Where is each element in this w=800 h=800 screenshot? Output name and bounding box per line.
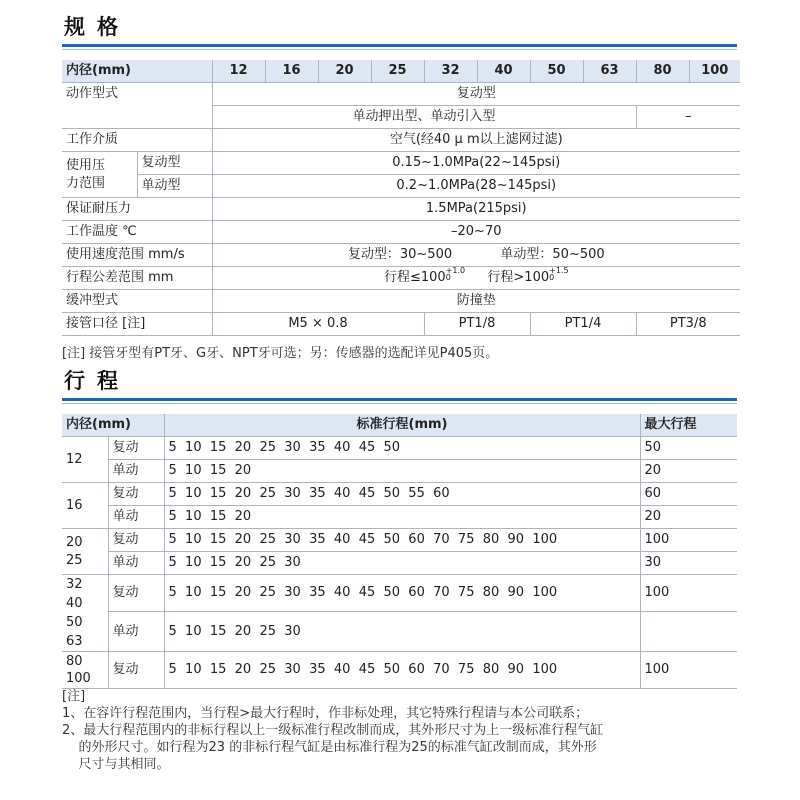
table-row <box>62 652 737 689</box>
pressure-single-value: 0.2~1.0MPa(28~145psi) <box>212 175 740 198</box>
type-cell: 单动 <box>108 612 164 652</box>
max-cell: 100 <box>640 529 737 552</box>
strokes-cell: 5 10 15 20 25 30 35 40 45 50 60 70 75 80 90 100 <box>164 529 640 552</box>
max-cell: 60 <box>640 483 737 506</box>
spec-header-bore-label: 内径(mm) <box>62 60 212 83</box>
cushion-row <box>62 290 740 313</box>
stroke-section <box>62 366 737 404</box>
spec-table-wrap <box>62 60 737 336</box>
type-cell: 单动 <box>108 552 164 575</box>
action-row-1 <box>62 83 740 106</box>
bore-cell: 12 <box>62 437 108 483</box>
tolerance-row <box>62 267 740 290</box>
proof-value: 1.5MPa(215psi) <box>212 198 740 221</box>
action-double: 复动型 <box>212 83 740 106</box>
stroke-note-line: 2、最大行程范围内的非标行程以上一级标准行程改制而成，其外形尺寸为上一级标准行程气缸 <box>62 723 604 738</box>
bore-col: 40 <box>477 60 530 83</box>
stroke-header-standard: 标准行程(mm) <box>164 414 640 437</box>
bore-col: 32 <box>424 60 477 83</box>
strokes-cell: 5 10 15 20 <box>164 506 640 529</box>
port-value: PT1/4 <box>530 313 636 336</box>
strokes-cell: 5 10 15 20 25 30 <box>164 552 640 575</box>
bore-col: 20 <box>318 60 371 83</box>
medium-label: 工作介质 <box>62 129 212 152</box>
bore-cell: 20 25 <box>62 529 108 575</box>
stroke-note-line: 尺寸与其相同。 <box>62 757 170 772</box>
pressure-label-line2: 力范围 <box>66 175 106 191</box>
pressure-double-value: 0.15~1.0MPa(22~145psi) <box>212 152 740 175</box>
table-row <box>62 612 737 652</box>
strokes-cell: 5 10 15 20 25 30 35 40 45 50 60 70 75 80 90 100 <box>164 575 640 612</box>
type-cell: 复动 <box>108 652 164 689</box>
port-label: 接管口径 [注] <box>62 313 212 336</box>
medium-row <box>62 129 740 152</box>
max-cell: 100 <box>640 652 737 689</box>
stroke-title-rule <box>62 398 737 401</box>
cushion-label: 缓冲型式 <box>62 290 212 313</box>
type-cell: 复动 <box>108 483 164 506</box>
temp-row <box>62 221 740 244</box>
stroke-notes <box>62 688 603 773</box>
strokes-cell: 5 10 15 20 25 30 35 40 45 50 55 60 <box>164 483 640 506</box>
type-cell: 复动 <box>108 529 164 552</box>
strokes-cell: 5 10 15 20 25 30 <box>164 612 640 652</box>
bore-col: 25 <box>371 60 424 83</box>
stroke-title-rule-thin <box>62 403 737 404</box>
temp-value: –20~70 <box>212 221 740 244</box>
bore-col: 16 <box>265 60 318 83</box>
spec-table <box>62 60 740 336</box>
tolerance-b: 行程$>100^{+1.5 0}$ <box>487 266 569 285</box>
stroke-table-wrap <box>62 414 737 689</box>
type-cell: 复动 <box>108 437 164 460</box>
type-cell: 单动 <box>108 506 164 529</box>
stroke-title: 行程 <box>64 369 130 393</box>
speed-single: 单动型：50~500 <box>500 247 605 262</box>
table-row <box>62 529 737 552</box>
speed-label: 使用速度范围 mm/s <box>62 244 212 267</box>
bore-cell: 16 <box>62 483 108 529</box>
port-value: PT3/8 <box>636 313 740 336</box>
action-single-na: – <box>636 106 740 129</box>
table-row <box>62 575 737 612</box>
bore-col: 50 <box>530 60 583 83</box>
speed-row <box>62 244 740 267</box>
pressure-row-2 <box>62 175 740 198</box>
bore-col: 100 <box>689 60 740 83</box>
table-row <box>62 460 737 483</box>
table-row <box>62 552 737 575</box>
temp-label: 工作温度 ℃ <box>62 221 212 244</box>
type-cell: 单动 <box>108 460 164 483</box>
strokes-cell: 5 10 15 20 <box>164 460 640 483</box>
pressure-label-line1: 使用压 <box>66 157 106 173</box>
bore-cell: 80 100 <box>62 652 108 689</box>
stroke-header-bore: 内径(mm) <box>62 414 164 437</box>
bore-col: 63 <box>583 60 636 83</box>
bore-col: 12 <box>212 60 265 83</box>
stroke-header-max: 最大行程 <box>640 414 737 437</box>
stroke-table <box>62 414 737 689</box>
spec-note: [注] 接管牙型有PT牙、G牙、NPT牙可选；另：传感器的选配详见P405页。 <box>62 346 499 361</box>
max-cell <box>640 612 737 652</box>
spec-section <box>62 12 737 50</box>
medium-value: 空气(经40 μ m以上滤网过滤) <box>212 129 740 152</box>
pressure-double-label: 复动型 <box>137 152 212 175</box>
tolerance-a: 行程$\le 100^{+1.0 0}$ <box>383 266 466 285</box>
max-cell: 100 <box>640 575 737 612</box>
spec-title-rule <box>62 44 737 47</box>
max-cell: 20 <box>640 460 737 483</box>
strokes-cell: 5 10 15 20 25 30 35 40 45 50 <box>164 437 640 460</box>
proof-label: 保证耐压力 <box>62 198 212 221</box>
bore-col: 80 <box>636 60 689 83</box>
pressure-single-label: 单动型 <box>137 175 212 198</box>
table-row <box>62 483 737 506</box>
table-row <box>62 506 737 529</box>
table-row <box>62 437 737 460</box>
stroke-note-line: 1、在容许行程范围内，当行程>最大行程时，作非标处理，其它特殊行程请与本公司联系； <box>62 706 589 721</box>
stroke-header-row <box>62 414 737 437</box>
stroke-note-line: [注] <box>62 689 86 704</box>
port-row <box>62 313 740 336</box>
spec-title-rule-thin <box>62 49 737 50</box>
pressure-row-1 <box>62 152 740 175</box>
pressure-label <box>62 152 137 198</box>
strokes-cell: 5 10 15 20 25 30 35 40 45 50 60 70 75 80 90 100 <box>164 652 640 689</box>
spec-header-row <box>62 60 740 83</box>
speed-double: 复动型：30~500 <box>347 247 453 262</box>
type-cell: 复动 <box>108 575 164 612</box>
max-cell: 30 <box>640 552 737 575</box>
spec-title: 规格 <box>64 15 130 39</box>
stroke-note-line: 的外形尺寸。如行程为23 的非标行程气缸是由标准行程为25的标准气缸改制而成，其外形 <box>62 740 597 755</box>
bore-cell: 32 40 50 63 <box>62 575 108 652</box>
cushion-value: 防撞垫 <box>212 290 740 313</box>
port-value: PT1/8 <box>424 313 530 336</box>
action-label: 动作型式 <box>62 83 212 129</box>
port-value: M5 × 0.8 <box>212 313 424 336</box>
action-single: 单动押出型、单动引入型 <box>212 106 636 129</box>
max-cell: 20 <box>640 506 737 529</box>
max-cell: 50 <box>640 437 737 460</box>
tolerance-values <box>212 267 740 290</box>
tolerance-label: 行程公差范围 mm <box>62 267 212 290</box>
speed-values <box>212 244 740 267</box>
proof-row <box>62 198 740 221</box>
